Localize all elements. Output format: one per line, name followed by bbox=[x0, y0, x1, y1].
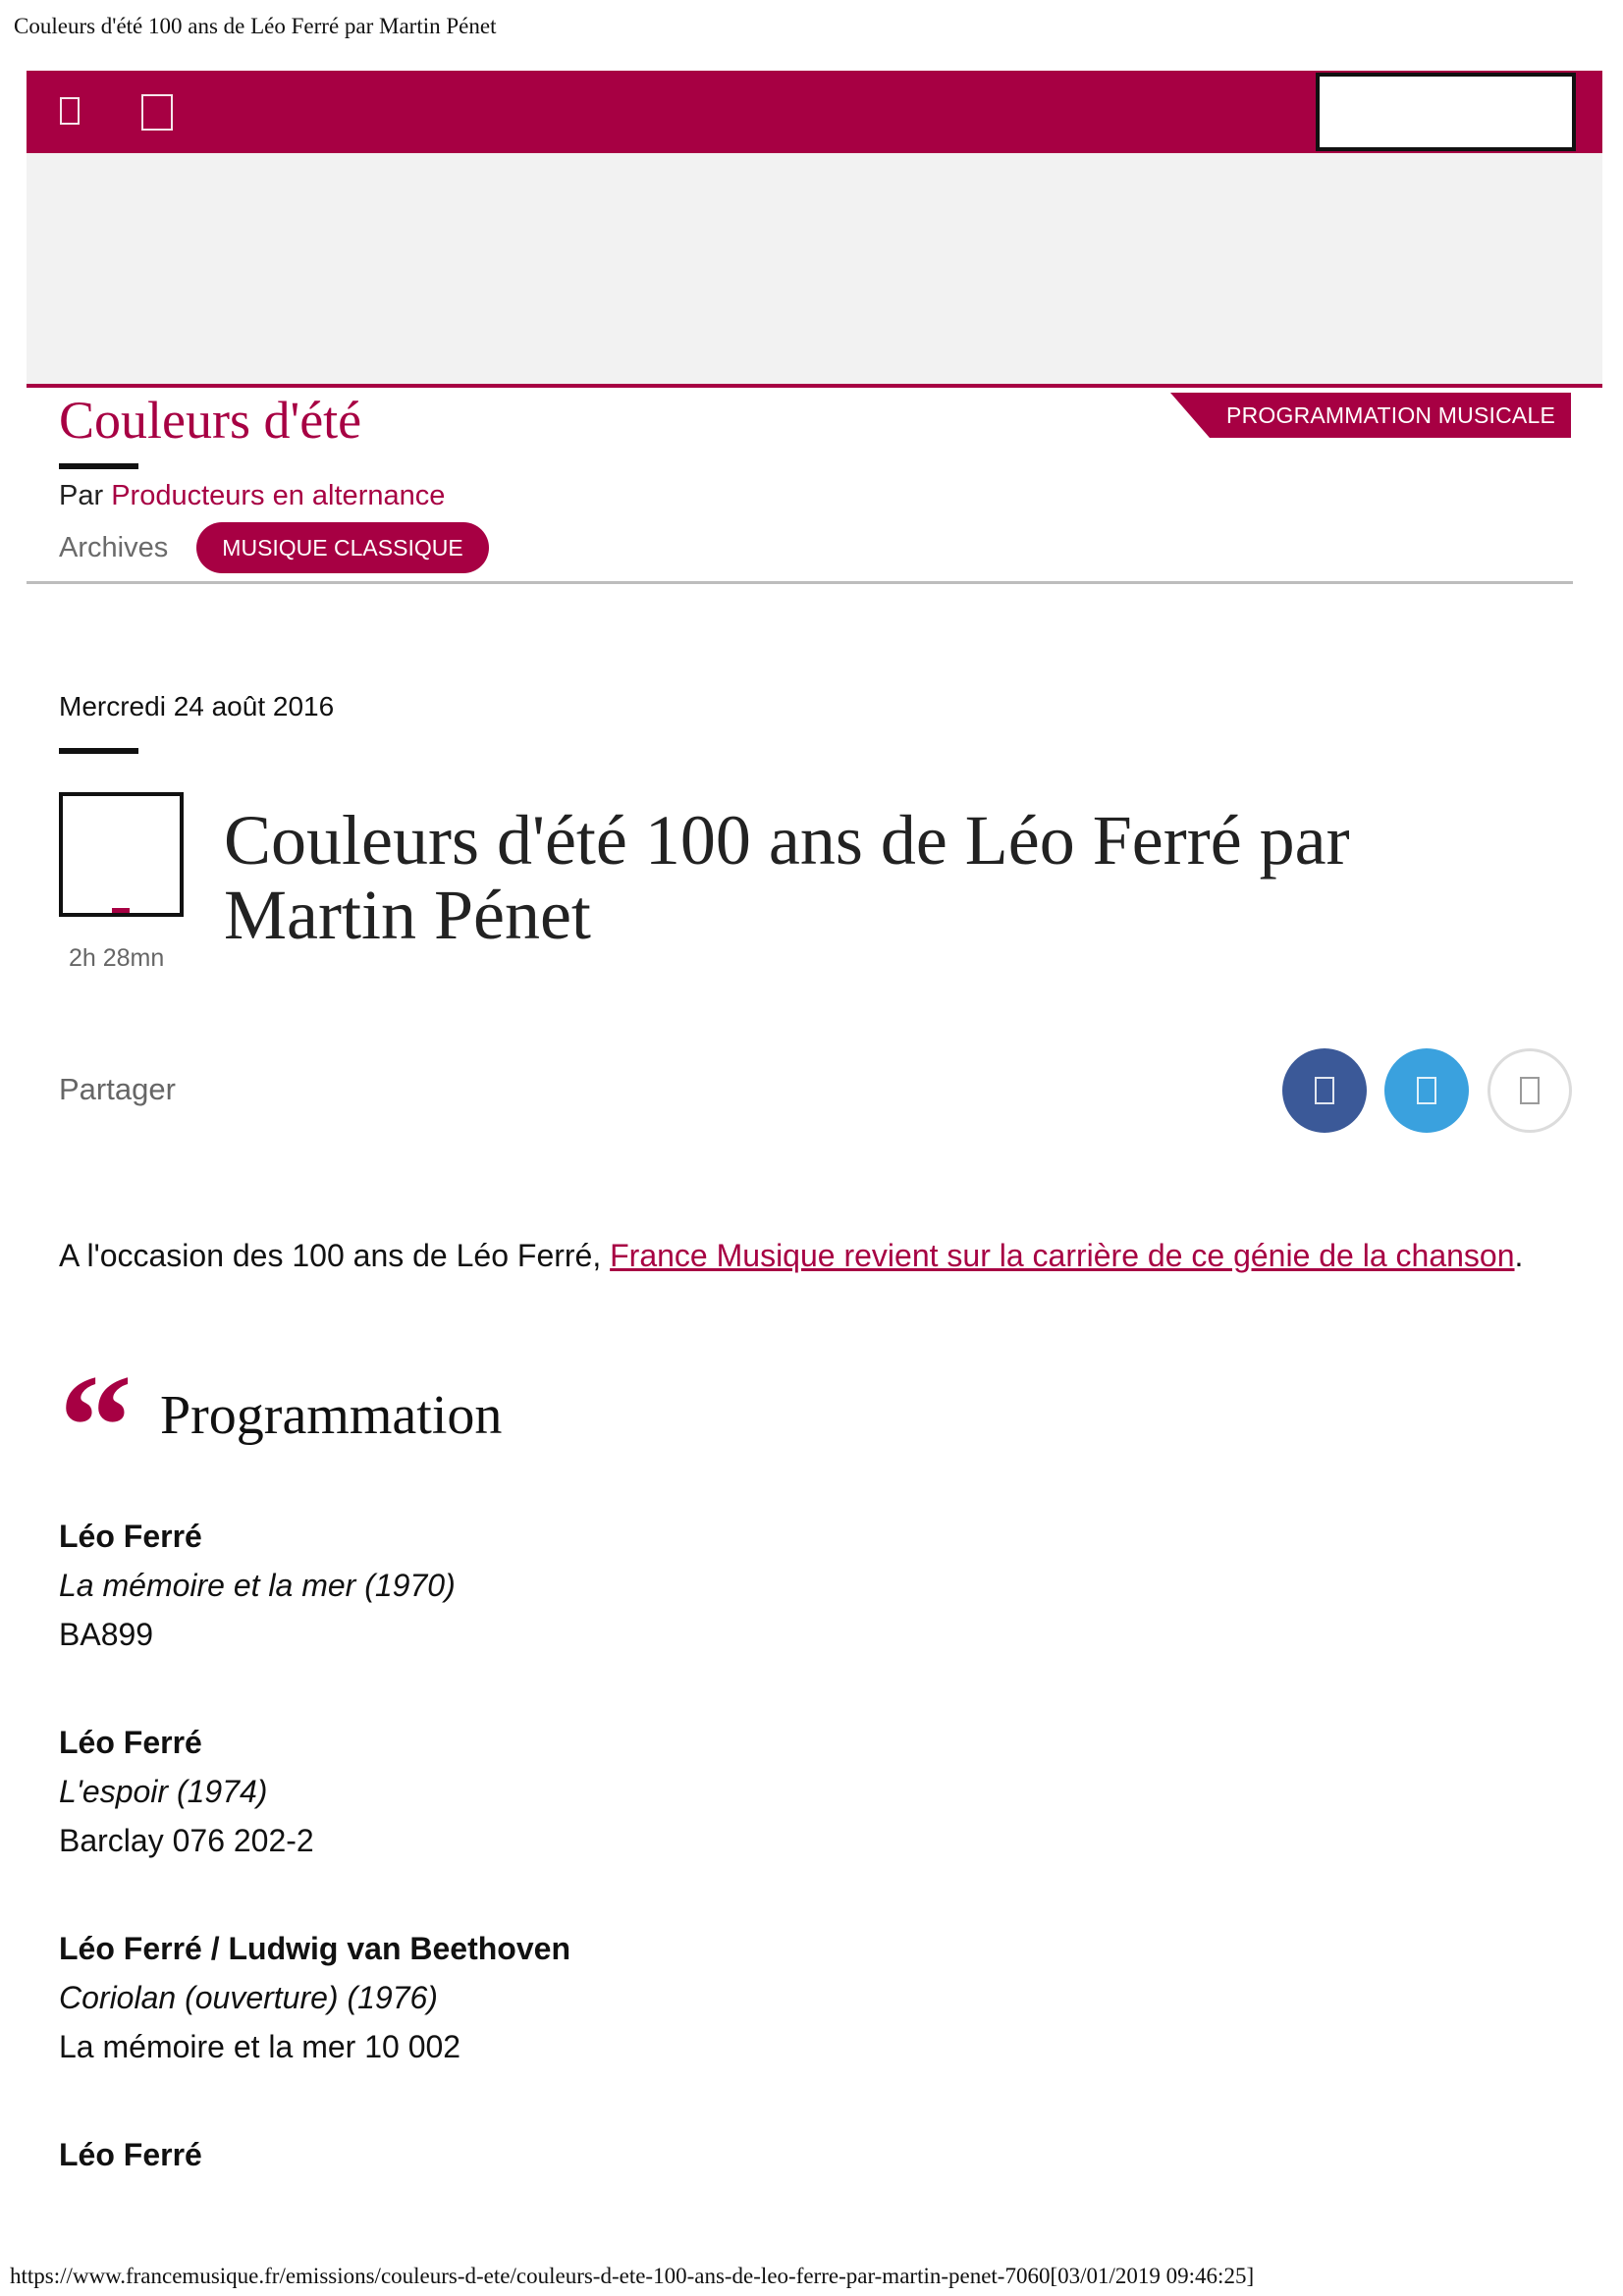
track-reference: Barclay 076 202-2 bbox=[59, 1823, 314, 1858]
twitter-icon bbox=[1417, 1077, 1436, 1104]
producer-link[interactable]: Producteurs en alternance bbox=[111, 480, 446, 511]
menu-icon[interactable] bbox=[60, 97, 80, 125]
programmation-heading: Programmation bbox=[160, 1385, 503, 1446]
play-progress-mark bbox=[112, 908, 130, 913]
nav-divider bbox=[27, 581, 1573, 584]
career-article-link[interactable]: France Musique revient sur la carrière de ce génie de la chanson bbox=[610, 1238, 1515, 1273]
track-artist: Léo Ferré bbox=[59, 2137, 202, 2172]
episode-duration: 2h 28mn bbox=[69, 944, 165, 972]
track-reference: La mémoire et la mer 10 002 bbox=[59, 2029, 461, 2064]
track-work: Coriolan (ouverture) (1976) bbox=[59, 1980, 438, 2015]
title-divider bbox=[59, 463, 138, 469]
episode-date: Mercredi 24 août 2016 bbox=[59, 691, 335, 721]
track-reference: BA899 bbox=[59, 1617, 154, 1652]
intro-paragraph bbox=[59, 1231, 1532, 1280]
badge-label: PROGRAMMATION MUSICALE bbox=[1226, 402, 1555, 428]
track-item bbox=[59, 1718, 1434, 1865]
archives-link[interactable]: Archives bbox=[59, 532, 169, 563]
date-divider bbox=[59, 748, 138, 754]
track-item bbox=[59, 1512, 1434, 1659]
account-button[interactable] bbox=[1316, 73, 1576, 151]
genre-tag[interactable]: MUSIQUE CLASSIQUE bbox=[196, 522, 489, 573]
track-item bbox=[59, 1924, 1434, 2071]
by-line bbox=[59, 480, 445, 512]
track-artist: Léo Ferré bbox=[59, 1725, 202, 1760]
play-button[interactable] bbox=[59, 792, 184, 917]
intro-text-end: . bbox=[1514, 1238, 1524, 1273]
by-label: Par bbox=[59, 480, 104, 511]
mail-share-button[interactable] bbox=[1488, 1048, 1572, 1133]
quote-icon: “ bbox=[59, 1345, 133, 1508]
track-artist: Léo Ferré bbox=[59, 1519, 202, 1554]
top-navigation-bar bbox=[27, 71, 1602, 153]
print-footer-url: https://www.francemusique.fr/emissions/couleurs-d-ete/couleurs-d-ete-100-ans-de-leo-ferre-par-martin-penet-7060[03/01/2019 09:46:25] bbox=[10, 2264, 1255, 2288]
facebook-icon bbox=[1315, 1077, 1334, 1104]
ad-banner bbox=[27, 153, 1602, 388]
track-work: L'espoir (1974) bbox=[59, 1774, 268, 1809]
search-icon[interactable] bbox=[141, 94, 173, 131]
mail-icon bbox=[1520, 1077, 1540, 1104]
track-artist: Léo Ferré / Ludwig van Beethoven bbox=[59, 1931, 570, 1966]
print-header-title: Couleurs d'été 100 ans de Léo Ferré par Martin Pénet bbox=[14, 14, 497, 38]
track-work: La mémoire et la mer (1970) bbox=[59, 1568, 456, 1603]
twitter-share-button[interactable] bbox=[1384, 1048, 1469, 1133]
share-label: Partager bbox=[59, 1072, 176, 1106]
facebook-share-button[interactable] bbox=[1282, 1048, 1367, 1133]
track-item bbox=[59, 2130, 1434, 2179]
episode-title: Couleurs d'été 100 ans de Léo Ferré par Martin Pénet bbox=[224, 801, 1350, 954]
programmation-badge[interactable] bbox=[1170, 393, 1571, 438]
show-title[interactable]: Couleurs d'été bbox=[59, 391, 362, 450]
intro-text: A l'occasion des 100 ans de Léo Ferré, bbox=[59, 1238, 611, 1273]
